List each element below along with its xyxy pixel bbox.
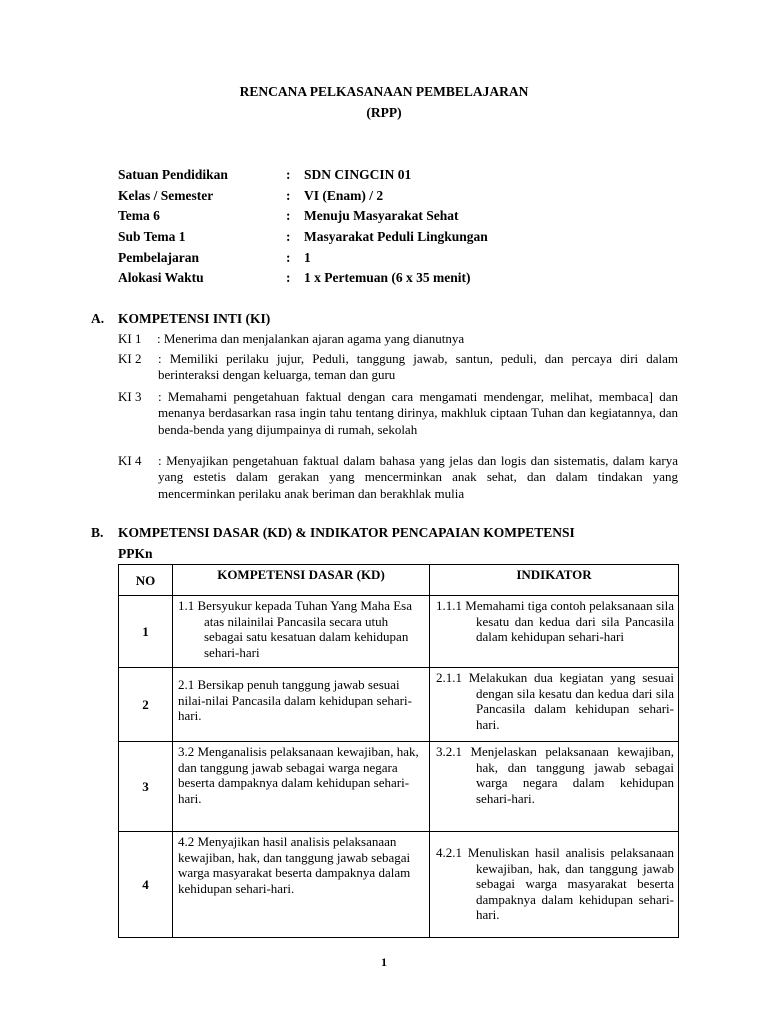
identity-label: Pembelajaran: [118, 249, 199, 265]
row-no: 2: [119, 668, 173, 742]
identity-colon: :: [286, 187, 291, 203]
document-subtitle: (RPP): [366, 105, 402, 120]
identity-colon: :: [286, 270, 291, 286]
page-number: 1: [381, 955, 387, 969]
table-header-row: [119, 565, 679, 596]
kd-table: [118, 564, 679, 938]
row-kd: [173, 742, 430, 832]
identity-colon: :: [286, 249, 291, 265]
table-row: [119, 742, 679, 832]
identity-value: 1 x Pertemuan (6 x 35 menit): [304, 270, 471, 286]
row-kd: [173, 832, 430, 938]
section-a-title: KOMPETENSI INTI (KI): [118, 311, 271, 326]
subject-label: PPKn: [118, 546, 153, 561]
identity-colon: :: [286, 208, 291, 224]
indikator-text: 3.2.1 Menjelaskan pelaksanaan kewajiban, hak, dan tanggung jawab sebagai warga negara dalam kehidupan sehari-hari.: [436, 744, 674, 806]
row-no: 3: [119, 742, 173, 832]
identity-row: [118, 268, 488, 289]
ki-code: KI 4: [118, 453, 142, 468]
identity-row: [118, 227, 488, 248]
kd-text: 4.2 Menyajikan hasil analisis pelaksanaan kewajiban, hak, dan tanggung jawab sebagai warga masyarakat beserta dampaknya dalam kehidupan sehari-hari.: [178, 834, 411, 896]
ki-code: KI 1: [118, 331, 142, 346]
header-kd: KOMPETENSI DASAR (KD): [173, 565, 430, 596]
identity-label: Alokasi Waktu: [118, 270, 204, 286]
row-no: 4: [119, 832, 173, 938]
identity-value: 1: [304, 249, 311, 265]
identity-label: Sub Tema 1: [118, 229, 186, 245]
identity-value: VI (Enam) / 2: [304, 187, 384, 203]
kd-text: 2.1 Bersikap penuh tanggung jawab sesuai nilai-nilai Pancasila dalam kehidupan sehari-hari.: [178, 677, 412, 724]
kd-text: 3.2 Menganalisis pelaksanaan kewajiban, hak, dan tanggung jawab sebagai warga negara beserta dampaknya dalam kehidupan sehari-hari.: [178, 744, 419, 806]
identity-row: [118, 186, 488, 207]
identity-label: Tema 6: [118, 208, 160, 224]
table-row: [119, 596, 679, 668]
ki-code: KI 2: [118, 351, 142, 366]
identity-value: Masyarakat Peduli Lingkungan: [304, 229, 488, 245]
ki-code: KI 3: [118, 389, 142, 404]
identity-label: Kelas / Semester: [118, 187, 214, 203]
header-no: NO: [119, 565, 173, 596]
indikator-text: 2.1.1 Melakukan dua kegiatan yang sesuai dengan sila kesatu dan kedua dari sila Pancasila dalam kehidupan sehari-hari.: [436, 670, 674, 732]
row-kd: [173, 668, 430, 742]
identity-block: [118, 165, 488, 289]
row-indikator: [430, 742, 679, 832]
header-indikator: INDIKATOR: [430, 565, 679, 596]
ki-text: : Memahami pengetahuan faktual dengan cara mengamati mendengar, melihat, membaca] dan menanya berdasarkan rasa ingin tahu tentang dirinya, makhluk ciptaan Tuhan dan kegiatannya, dan benda-benda yang dijumpainya di rumah, sekolah: [158, 389, 678, 437]
ki-text: : Menyajikan pengetahuan faktual dalam bahasa yang jelas dan logis dan sistematis, dalam karya yang estetis dalam gerakan yang mencerminkan anak sehat, dan dalam tindakan yang mencerminkan perilaku anak beriman dan berakhlak mulia: [158, 453, 678, 501]
kd-text: 1.1 Bersyukur kepada Tuhan Yang Maha Esa atas nilainilai Pancasila secara utuh sebagai satu kesatuan dalam kehidupan sehari-hari: [178, 598, 412, 660]
identity-colon: :: [286, 167, 291, 183]
identity-value: SDN CINGCIN 01: [304, 167, 412, 183]
identity-row: [118, 206, 488, 227]
row-no: 1: [119, 596, 173, 668]
table-row: [119, 668, 679, 742]
ki-text: : Memiliki perilaku jujur, Peduli, tanggung jawab, santun, peduli, dan percaya diri dalam berinteraksi dengan keluarga, teman dan guru: [158, 351, 678, 383]
section-b-title: KOMPETENSI DASAR (KD) & INDIKATOR PENCAPAIAN KOMPETENSI: [118, 525, 575, 540]
identity-row: [118, 247, 488, 268]
section-b-letter: B.: [91, 525, 104, 540]
section-a-letter: A.: [91, 311, 105, 326]
indikator-text: 1.1.1 Memahami tiga contoh pelaksanaan sila kesatu dan kedua dari sila Pancasila dalam kehidupan sehari-hari: [436, 598, 674, 645]
identity-label: Satuan Pendidikan: [118, 167, 228, 183]
row-indikator: [430, 596, 679, 668]
ki-text: : Menerima dan menjalankan ajaran agama yang dianutnya: [157, 331, 465, 346]
row-kd: [173, 596, 430, 668]
identity-colon: :: [286, 229, 291, 245]
document-title: RENCANA PELKASANAAN PEMBELAJARAN: [239, 84, 529, 99]
table-row: [119, 832, 679, 938]
row-indikator: [430, 832, 679, 938]
identity-row: [118, 165, 488, 186]
indikator-text: 4.2.1 Menuliskan hasil analisis pelaksanaan kewajiban, hak, dan tanggung jawab sebagai warga masyarakat beserta dampaknya dalam kehidupan sehari-hari.: [436, 845, 674, 923]
row-indikator: [430, 668, 679, 742]
identity-value: Menuju Masyarakat Sehat: [304, 208, 459, 224]
